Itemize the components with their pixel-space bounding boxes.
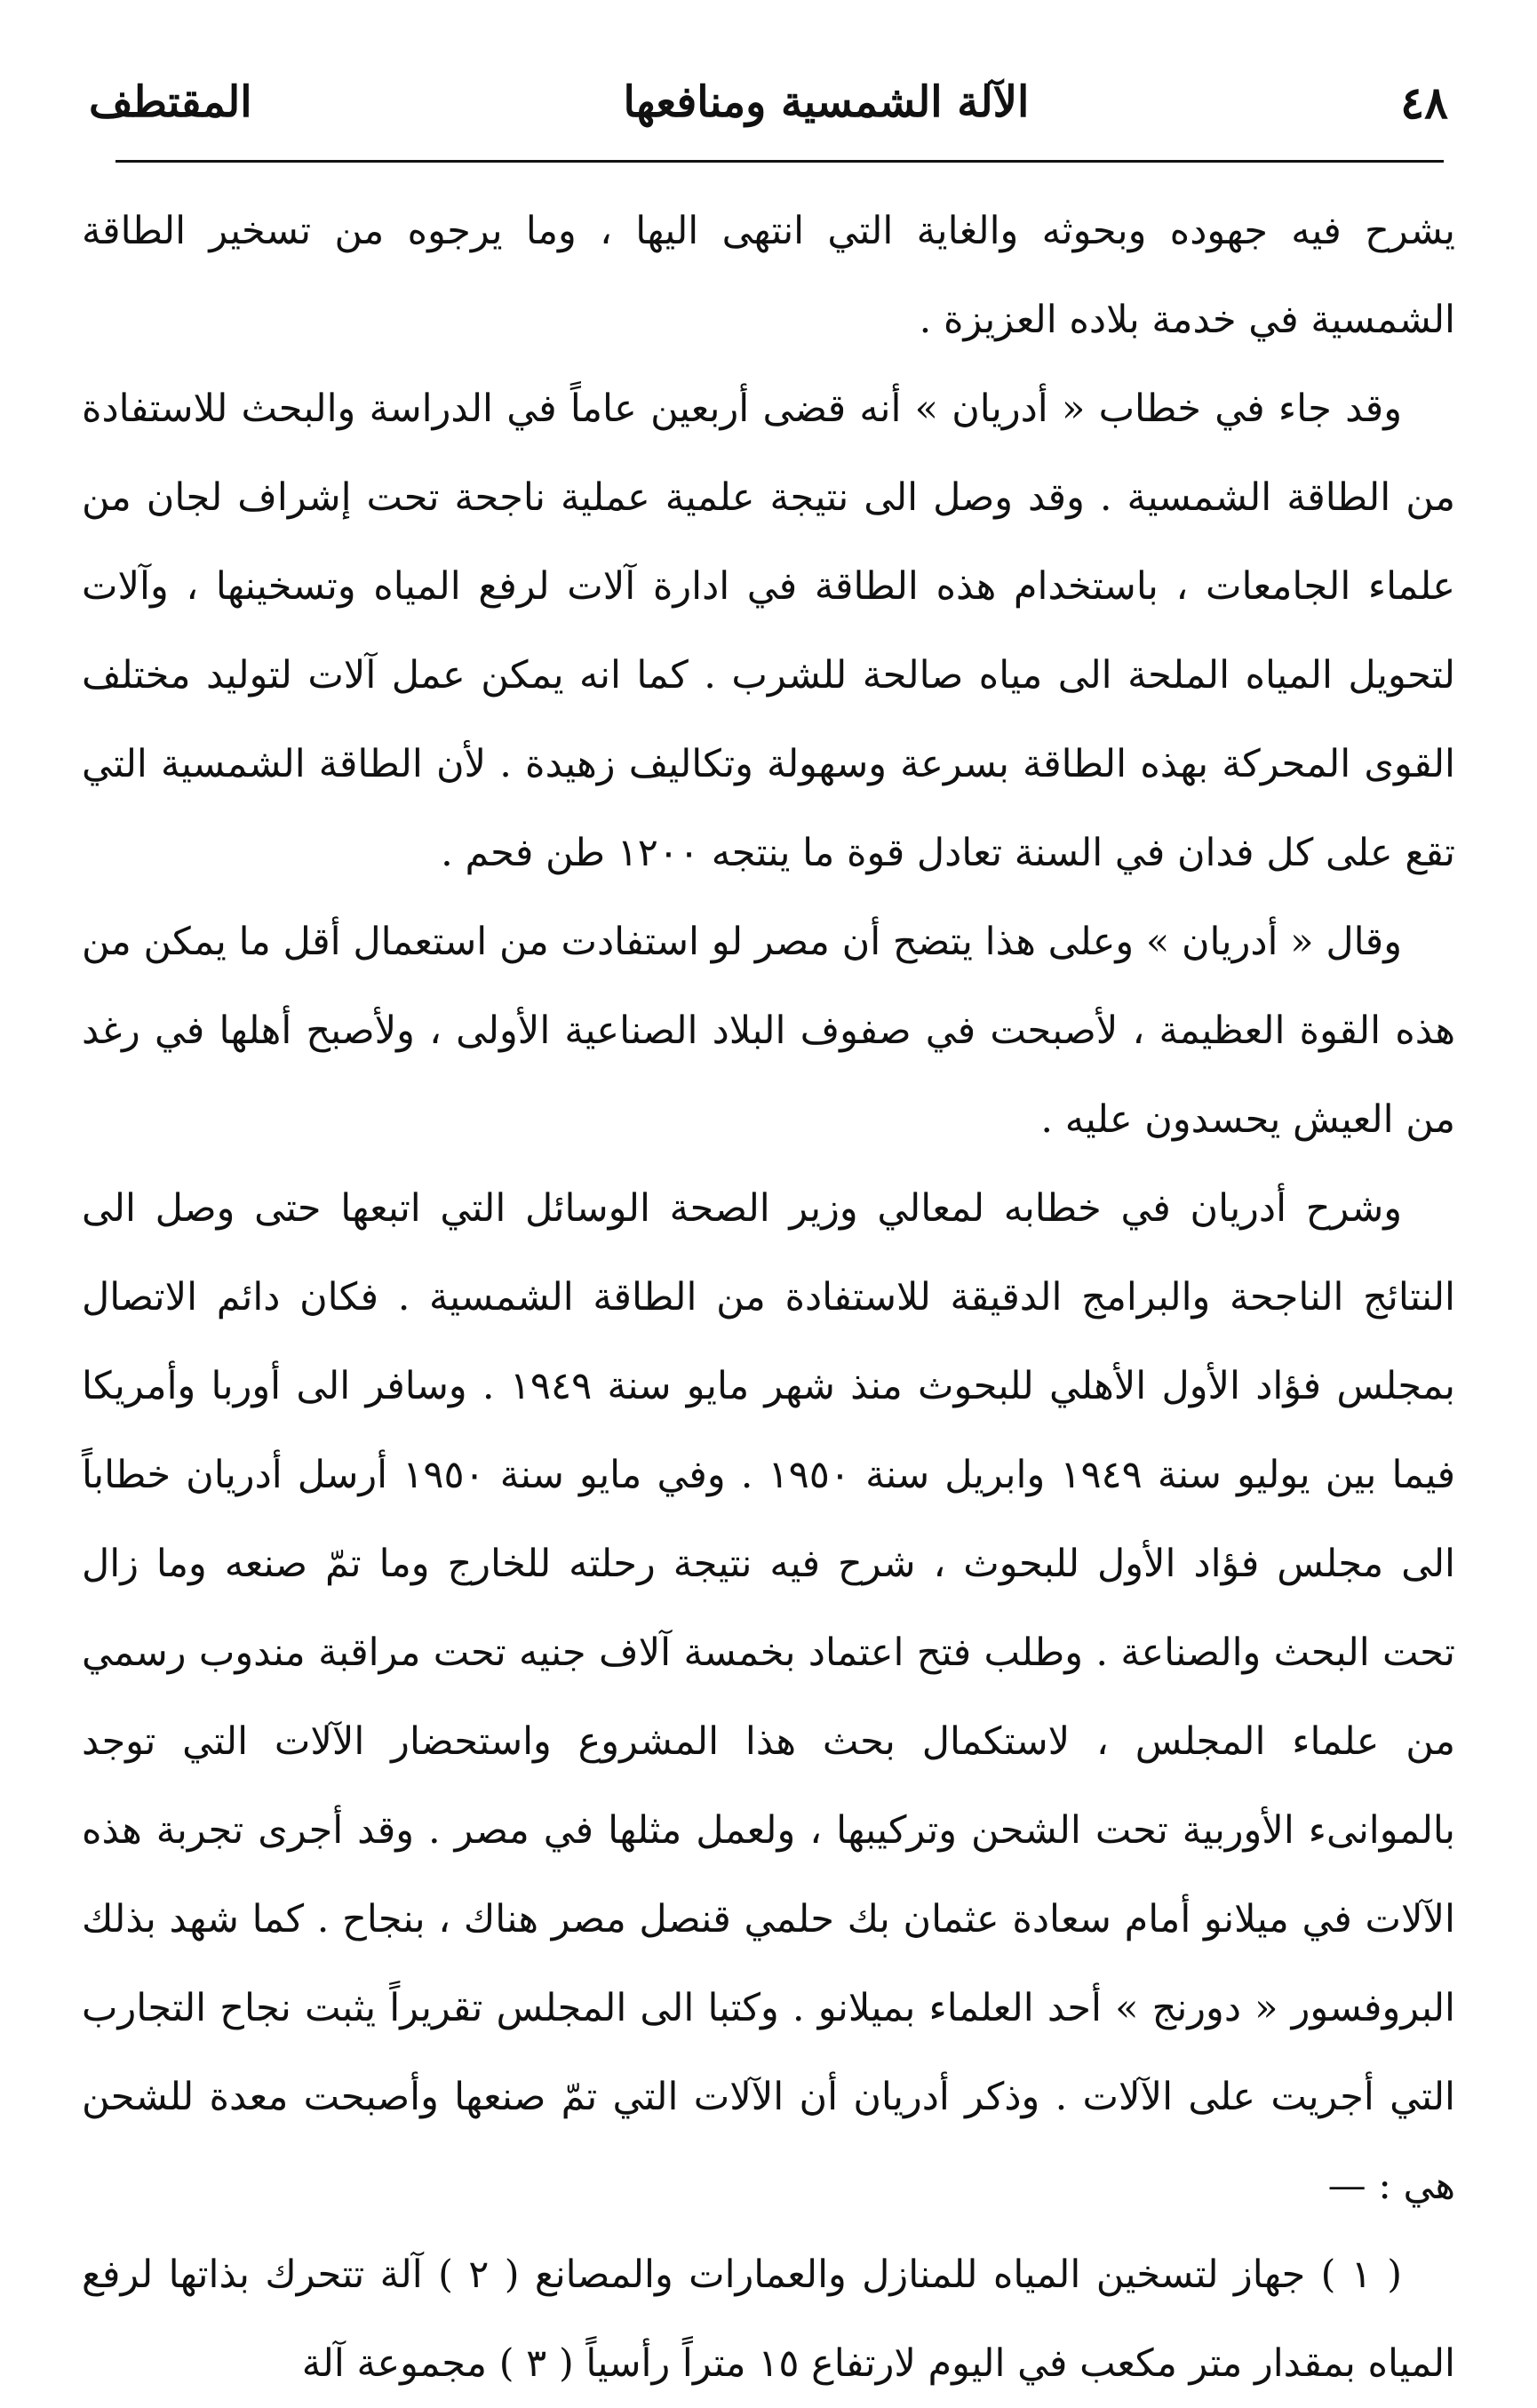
paragraph: وقد جاء في خطاب « أدريان » أنه قضى أربعين عاماً في الدراسة والبحث للاستفادة من الطاقة الشمسية . وقد وصل الى نتيجة علمية عملية ناجحة تحت إشراف لجان من علماء الجامعات ، باستخدام هذه الطاقة في ادارة آلات لرفع المياه وتسخينها ، وآلات لتحويل المياه الملحة الى مياه صالحة للشرب . كما انه يمكن عمل آلات لتوليد مختلف القوى المحركة بهذه الطاقة بسرعة وسهولة وتكاليف زهيدة . لأن الطاقة الشمسية التي تقع على كل فدان في السنة تعادل قوة ما ينتجه ١٢٠٠ طن فحم . xyxy=(82,387,1455,875)
paragraph: ( ١ ) جهاز لتسخين المياه للمنازل والعمارات والمصانع ( ٢ ) آلة تتحرك بذاتها لرفع المياه بمقدار متر مكعب في اليوم لارتفاع ١٥ متراً رأسياً ( ٣ ) مجموعة آلة xyxy=(82,2253,1455,2386)
paragraph: وشرح أدريان في خطابه لمعالي وزير الصحة الوسائل التي اتبعها حتى وصل الى النتائج الناجحة والبرامج الدقيقة للاستفادة من الطاقة الشمسية . فكان دائم الاتصال بمجلس فؤاد الأول الأهلي للبحوث منذ شهر مايو سنة ١٩٤٩ . وسافر الى أوربا وأمريكا فيما بين يوليو سنة ١٩٤٩ وابريل سنة ١٩٥٠ . وفي مايو سنة ١٩٥٠ أرسل أدريان خطاباً الى مجلس فؤاد الأول للبحوث ، شرح فيه نتيجة رحلته للخارج وما تمّ صنعه وما زال تحت البحث والصناعة . وطلب فتح اعتماد بخمسة آلاف جنيه تحت مراقبة مندوب رسمي من علماء المجلس ، لاستكمال بحث هذا المشروع واستحضار الآلات التي توجد بالموانىء الأوربية تحت الشحن وتركيبها ، ولعمل مثلها في مصر . وقد أجرى تجربة هذه الآلات في ميلانو أمام سعادة عثمان بك حلمي قنصل مصر هناك ، بنجاح . كما شهد بذلك البروفسور « دورنج » أحد العلماء بميلانو . وكتبا الى المجلس تقريراً يثبت نجاح التجارب التي أجريت على الآلات . وذكر أدريان أن الآلات التي تمّ صنعها وأصبحت معدة للشحن هي : — xyxy=(82,1186,1455,2208)
paragraph: يشرح فيه جهوده وبحوثه والغاية التي انتهى اليها ، وما يرجوه من تسخير الطاقة الشمسية في خدمة بلاده العزيزة . xyxy=(82,209,1455,342)
page-number: ٤٨ xyxy=(1400,76,1448,129)
paragraph: وقال « أدريان » وعلى هذا يتضح أن مصر لو استفادت من استعمال أقل ما يمكن من هذه القوة العظيمة ، لأصبحت في صفوف البلاد الصناعية الأولى ، ولأصبح أهلها في رغد من العيش يحسدون عليه . xyxy=(82,920,1455,1142)
header-rule xyxy=(115,160,1444,163)
page-header xyxy=(89,62,1448,142)
article-body xyxy=(82,187,1455,2408)
article-title: الآلة الشمسية ومنافعها xyxy=(623,77,1030,127)
journal-name: المقتطف xyxy=(89,77,252,127)
